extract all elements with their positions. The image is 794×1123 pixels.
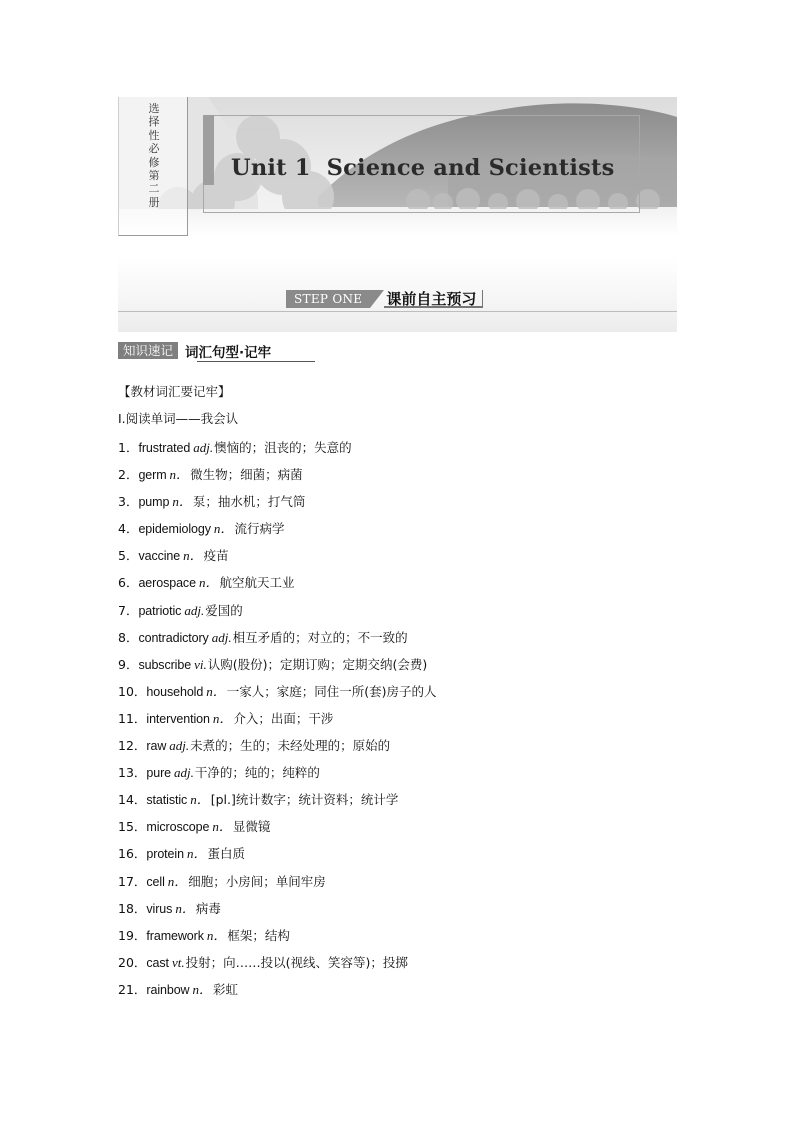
vocab-item <box>118 846 436 873</box>
vocab-item <box>118 521 436 548</box>
vocab-part-of-speech: adj. <box>174 765 194 781</box>
book-volume-label: 选择性必修第二册 <box>148 102 160 209</box>
vocab-item <box>118 901 436 928</box>
section-tag: 知识速记 <box>118 342 178 359</box>
vocab-part-of-speech: n． <box>192 981 212 997</box>
vocab-item <box>118 819 436 846</box>
vocab-meaning: 泵；抽水机；打气筒 <box>192 494 306 510</box>
vocab-number: 6． <box>118 575 139 591</box>
vocab-part-of-speech: n． <box>212 710 233 726</box>
vocab-meaning: 投射；向……投以(视线、笑容等)；投掷 <box>185 954 408 970</box>
vocab-number: 20． <box>118 954 147 970</box>
section-title: 词汇句型·记牢 <box>185 344 272 361</box>
vocab-number: 3． <box>118 494 139 510</box>
step-heading <box>286 290 483 308</box>
vocab-word: epidemiology <box>138 522 211 537</box>
vocab-number: 11． <box>118 710 147 726</box>
vocab-part-of-speech: n． <box>212 819 232 835</box>
vocab-list <box>118 440 436 1009</box>
section-heading <box>118 342 271 359</box>
vocab-part-of-speech: n． <box>167 873 188 889</box>
vocab-item <box>118 603 436 630</box>
vocab-item <box>118 955 436 982</box>
vocab-meaning: 显微镜 <box>232 819 271 835</box>
vocab-meaning: 相互矛盾的；对立的；不一致的 <box>232 629 408 645</box>
part-title: Ⅰ.阅读单词——我会认 <box>118 411 239 426</box>
step-label: STEP ONE <box>286 290 370 308</box>
vocab-item <box>118 874 436 901</box>
vocab-part-of-speech: adj. <box>211 629 232 645</box>
vocab-part-of-speech: n． <box>175 900 195 916</box>
vocab-word: rainbow <box>146 982 190 997</box>
vocab-part-of-speech: adj. <box>184 602 205 618</box>
vocab-meaning: 认购(股份)；定期订购；定期交纳(会费) <box>207 656 428 672</box>
vocab-part-of-speech: vi. <box>194 656 207 672</box>
vocab-part-of-speech: n． <box>186 846 207 862</box>
vocab-item <box>118 657 436 684</box>
title-frame-accent <box>203 115 214 185</box>
vocab-item <box>118 548 436 575</box>
step-divider <box>118 311 677 312</box>
vocab-meaning: 微生物；细菌；病菌 <box>190 467 303 483</box>
vocab-number: 17． <box>118 873 147 889</box>
vocab-word: cell <box>146 874 165 889</box>
vocab-word: household <box>146 684 204 699</box>
vocab-word: aerospace <box>138 576 196 591</box>
step-wedge <box>370 290 384 308</box>
vocab-item <box>118 467 436 494</box>
vocab-meaning: [pl.]统计数字；统计资料；统计学 <box>210 792 399 808</box>
vocab-number: 7． <box>118 602 139 618</box>
vocab-word: statistic <box>146 793 188 808</box>
vocab-meaning: 流行病学 <box>234 521 285 537</box>
vocab-part-of-speech: n． <box>213 521 234 537</box>
vocab-word: intervention <box>146 711 210 726</box>
vocab-number: 12． <box>118 738 147 754</box>
vocab-part-of-speech: n． <box>206 927 227 943</box>
vocab-item <box>118 928 436 955</box>
section-underline <box>197 361 315 362</box>
vocab-meaning: 懊恼的；沮丧的；失意的 <box>214 440 352 455</box>
vocab-meaning: 框架；结构 <box>227 927 290 943</box>
vocab-number: 5． <box>118 548 139 564</box>
vocab-number: 14． <box>118 792 147 808</box>
vocab-word: microscope <box>146 820 210 835</box>
subhead: 【教材词汇要记牢】 <box>118 384 231 399</box>
vocab-word: vaccine <box>138 549 181 564</box>
vocab-number: 19． <box>118 927 147 943</box>
vocab-number: 21． <box>118 981 147 997</box>
vocab-part-of-speech: n． <box>169 467 190 483</box>
vocab-number: 13． <box>118 765 147 781</box>
vocab-word: germ <box>138 468 167 483</box>
vocab-number: 18． <box>118 900 147 916</box>
vocab-meaning: 细胞；小房间；单间牢房 <box>188 873 326 889</box>
vocab-item <box>118 575 436 602</box>
vocab-word: pump <box>138 495 170 510</box>
vocab-item <box>118 630 436 657</box>
vocab-part-of-speech: n． <box>198 575 219 591</box>
vocab-meaning: 病毒 <box>195 900 221 916</box>
vocab-item <box>118 765 436 792</box>
vocab-word: raw <box>146 739 167 754</box>
vocab-meaning: 疫苗 <box>203 548 229 564</box>
vocab-meaning: 爱国的 <box>205 602 243 618</box>
vocab-word: frustrated <box>138 441 191 455</box>
vocab-word: virus <box>146 901 173 916</box>
vocab-part-of-speech: adj. <box>193 440 214 455</box>
vocab-word: patriotic <box>138 603 182 618</box>
vocab-word: subscribe <box>138 657 192 672</box>
vocab-number: 9． <box>118 656 139 672</box>
vocab-word: contradictory <box>138 630 209 645</box>
vocab-part-of-speech: n． <box>190 792 210 808</box>
vocab-meaning: 彩虹 <box>213 981 239 997</box>
vocab-number: 4． <box>118 521 139 537</box>
vocab-item <box>118 792 436 819</box>
vocab-part-of-speech: vt. <box>171 954 185 970</box>
vocab-part-of-speech: n． <box>183 548 203 564</box>
unit-title: Unit 1 Science and Scientists <box>231 155 615 181</box>
vocab-meaning: 一家人；家庭；同住一所(套)房子的人 <box>226 683 437 699</box>
vocab-number: 16． <box>118 846 147 862</box>
vocab-number: 2． <box>118 467 139 483</box>
vocab-part-of-speech: n． <box>172 494 192 510</box>
step-title: 课前自主预习 <box>384 290 483 308</box>
vocab-meaning: 蛋白质 <box>207 846 245 862</box>
vocab-item <box>118 440 436 467</box>
vocab-word: protein <box>146 847 184 862</box>
vocab-number: 10． <box>118 683 147 699</box>
vocab-item <box>118 982 436 1009</box>
vocab-meaning: 干净的；纯的；纯粹的 <box>194 765 320 781</box>
vocab-item <box>118 738 436 765</box>
vocab-part-of-speech: n． <box>206 683 226 699</box>
vocab-item <box>118 711 436 738</box>
vocab-word: cast <box>146 955 169 970</box>
vocab-number: 15． <box>118 819 147 835</box>
vocab-word: pure <box>146 766 172 781</box>
vocab-number: 1． <box>118 440 139 455</box>
vocab-item <box>118 684 436 711</box>
vocab-meaning: 未煮的；生的；未经处理的；原始的 <box>190 738 391 754</box>
vocab-word: framework <box>146 928 204 943</box>
vocab-item <box>118 494 436 521</box>
vocab-number: 8． <box>118 629 139 645</box>
vocab-meaning: 介入；出面；干涉 <box>233 710 334 726</box>
vocab-meaning: 航空航天工业 <box>219 575 295 591</box>
vocab-part-of-speech: adj. <box>169 738 190 754</box>
